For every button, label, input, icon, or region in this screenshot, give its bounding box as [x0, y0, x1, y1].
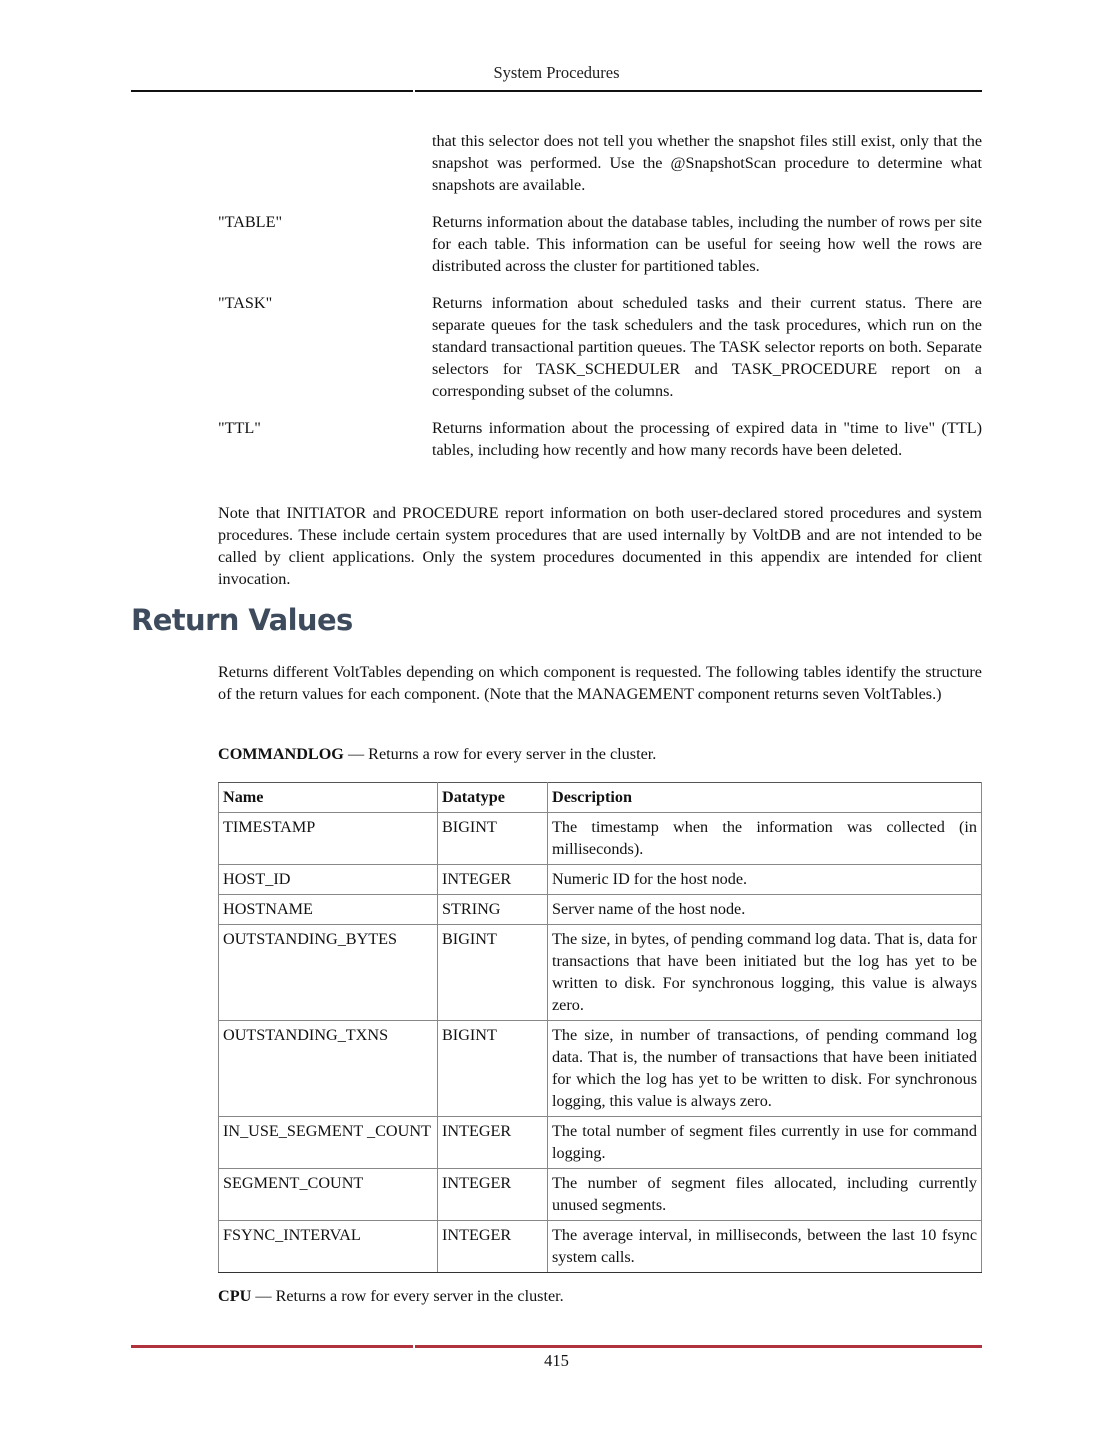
- cell-name: FSYNC_INTERVAL: [219, 1221, 438, 1273]
- cell-description: Numeric ID for the host node.: [548, 865, 982, 895]
- column-header-description: Description: [548, 783, 982, 813]
- header-rule: [131, 90, 982, 92]
- cell-datatype: INTEGER: [438, 1221, 548, 1273]
- cell-name: HOSTNAME: [219, 895, 438, 925]
- selector-entry: [218, 211, 982, 277]
- cell-datatype: BIGINT: [438, 1021, 548, 1117]
- cpu-caption: [218, 1285, 564, 1307]
- selector-entry: [218, 417, 982, 461]
- cell-name: OUTSTANDING_TXNS: [219, 1021, 438, 1117]
- selector-term: [218, 130, 432, 196]
- cell-description: The average interval, in milliseconds, between the last 10 fsync system calls.: [548, 1221, 982, 1273]
- table-row: [219, 1221, 982, 1273]
- selector-description: Returns information about scheduled tasks and their current status. There are separate queues for the task schedulers and the task procedures, which run on the standard transactional partition queues. The TASK selector reports on both. Separate selectors for TASK_SCHEDULER and TASK_PROCEDURE report on a corresponding subset of the columns.: [432, 294, 982, 400]
- selector-term: "TABLE": [218, 213, 283, 231]
- table-row: [219, 895, 982, 925]
- commandlog-table: [218, 782, 982, 1273]
- cell-datatype: INTEGER: [438, 865, 548, 895]
- cell-name: IN_USE_SEGMENT _COUNT: [219, 1117, 438, 1169]
- running-header: System Procedures: [493, 63, 620, 82]
- page-number: 415: [544, 1351, 569, 1370]
- table-row: [219, 1021, 982, 1117]
- cell-description: The total number of segment files currently in use for command logging.: [548, 1117, 982, 1169]
- column-header-name: Name: [219, 783, 438, 813]
- cell-datatype: STRING: [438, 895, 548, 925]
- table-row: [219, 813, 982, 865]
- footer-rule: [131, 1345, 982, 1348]
- cell-description: The number of segment files allocated, including currently unused segments.: [548, 1169, 982, 1221]
- table-row: [219, 865, 982, 895]
- column-header-datatype: Datatype: [438, 783, 548, 813]
- table-row: [219, 925, 982, 1021]
- cell-description: The size, in number of transactions, of pending command log data. That is, the number of transactions that have been initiated for which the log has yet to be written to disk. For synchronous logging, this value is always zero.: [548, 1021, 982, 1117]
- cell-description: The timestamp when the information was collected (in milliseconds).: [548, 813, 982, 865]
- caption-name: CPU: [218, 1287, 252, 1305]
- cell-datatype: BIGINT: [438, 813, 548, 865]
- table-header-row: [219, 783, 982, 813]
- cell-name: HOST_ID: [219, 865, 438, 895]
- cell-description: The size, in bytes, of pending command log data. That is, data for transactions that have been initiated but the log has yet to be written to disk. For synchronous logging, this value is always zero.: [548, 925, 982, 1021]
- selector-term: "TTL": [218, 419, 261, 437]
- cell-name: SEGMENT_COUNT: [219, 1169, 438, 1221]
- cell-datatype: INTEGER: [438, 1169, 548, 1221]
- commandlog-caption: [218, 743, 656, 765]
- selector-entry: [218, 130, 982, 196]
- selector-entry: [218, 292, 982, 402]
- caption-text: — Returns a row for every server in the cluster.: [251, 1287, 564, 1305]
- selector-description: that this selector does not tell you whether the snapshot files still exist, only that the snapshot was performed. Use the @SnapshotScan procedure to determine what snapshots are available.: [432, 132, 982, 194]
- selector-description: Returns information about the database tables, including the number of rows per site for each table. This information can be useful for seeing how well the rows are distributed across the cluster for partitioned tables.: [432, 213, 982, 275]
- section-title: Return Values: [131, 603, 353, 637]
- cell-name: OUTSTANDING_BYTES: [219, 925, 438, 1021]
- table-row: [219, 1117, 982, 1169]
- table-row: [219, 1169, 982, 1221]
- intro-paragraph: Returns different VoltTables depending on which component is requested. The following tables identify the structure of the return values for each component. (Note that the MANAGEMENT component returns seven VoltTables.): [218, 663, 982, 703]
- selector-term: "TASK": [218, 294, 273, 312]
- caption-text: — Returns a row for every server in the cluster.: [343, 745, 657, 763]
- selector-description: Returns information about the processing of expired data in "time to live" (TTL) tables, including how recently and how many records have been deleted.: [432, 419, 982, 459]
- cell-datatype: INTEGER: [438, 1117, 548, 1169]
- cell-description: Server name of the host node.: [548, 895, 982, 925]
- note-paragraph: Note that INITIATOR and PROCEDURE report information on both user-declared stored procedures and system procedures. These include certain system procedures that are used internally by VoltDB and are not intended to be called by client applications. Only the system procedures documented in this appendix are intended for client invocation.: [218, 504, 982, 588]
- selector-definition-list: [218, 130, 982, 476]
- cell-name: TIMESTAMP: [219, 813, 438, 865]
- cell-datatype: BIGINT: [438, 925, 548, 1021]
- caption-name: COMMANDLOG: [218, 745, 344, 763]
